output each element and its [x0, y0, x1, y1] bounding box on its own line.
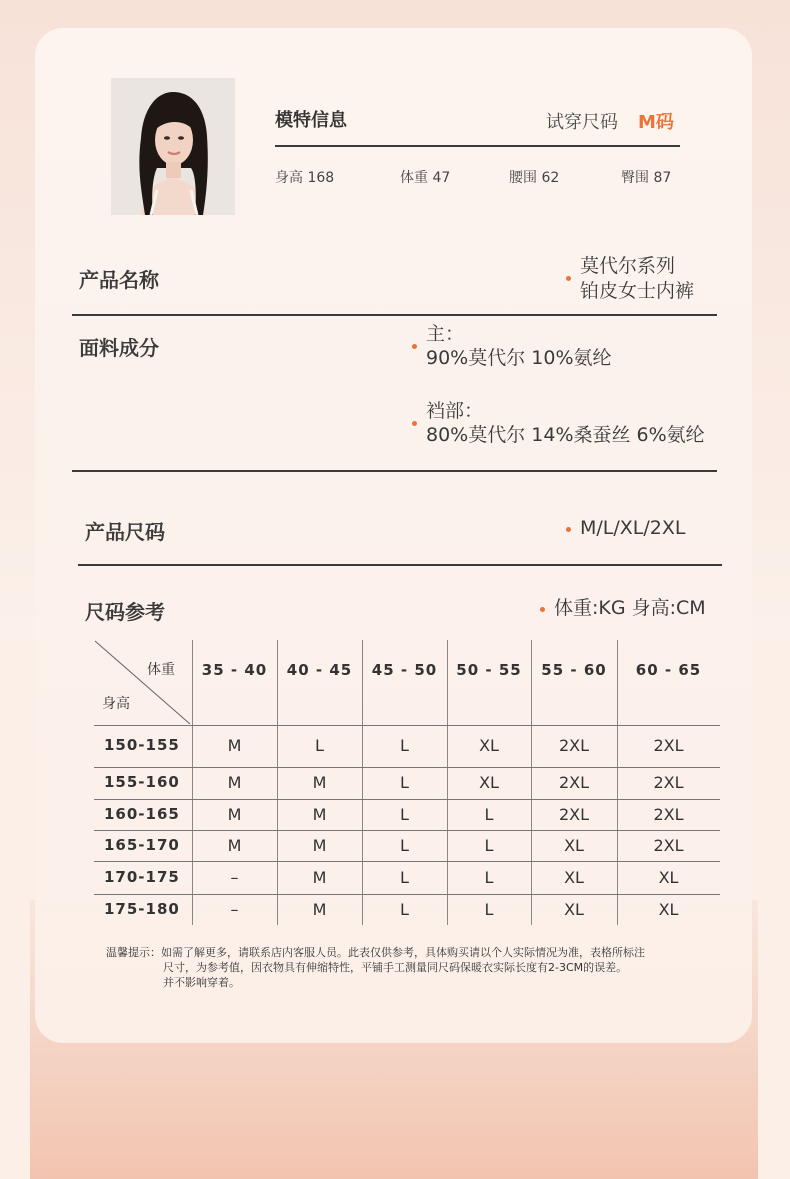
tip-line1: 温馨提示：如需了解更多，请联系店内客服人员。此表仅供参考，具体购买请以个人实际情况为准，表格所标注 — [106, 946, 645, 959]
model-info-title: 模特信息 — [275, 110, 347, 131]
size-cell: L — [400, 805, 409, 824]
height-range-label: 165-170 — [104, 836, 180, 854]
product-name-label: 产品名称 — [79, 268, 159, 292]
model-height: 身高 168 — [275, 170, 335, 186]
size-cell: L — [484, 900, 494, 919]
weight-range-header: 60 - 65 — [635, 661, 702, 679]
size-cell: M — [227, 805, 242, 824]
bullet-dot-icon — [412, 421, 417, 426]
height-range-label: 155-160 — [104, 773, 180, 791]
size-cell: L — [400, 736, 409, 755]
size-cell: 2XL — [653, 836, 684, 855]
size-cell: M — [312, 805, 327, 824]
size-cell: 2XL — [558, 773, 590, 792]
size-cell: M — [312, 836, 327, 855]
fabric-main-value: 90%莫代尔 10%氨纶 — [426, 347, 612, 369]
size-cell: L — [400, 773, 409, 792]
section-divider — [72, 314, 717, 316]
fabric-crotch-value: 80%莫代尔 14%桑蚕丝 6%氨纶 — [426, 424, 705, 446]
size-cell: M — [227, 736, 242, 755]
bullet-dot-icon — [540, 607, 545, 612]
size-cell: L — [484, 805, 494, 824]
size-cell: XL — [658, 900, 679, 919]
product-size-value: M/L/XL/2XL — [580, 517, 686, 539]
model-hip: 臀围 87 — [621, 170, 672, 186]
table-row-line — [94, 799, 720, 800]
model-weight: 体重 47 — [400, 170, 451, 186]
height-range-label: 175-180 — [104, 900, 180, 918]
model-divider — [275, 145, 680, 147]
size-reference-units: 体重:KG 身高:CM — [554, 597, 706, 619]
size-cell: M — [312, 773, 327, 792]
table-row-line — [94, 767, 720, 768]
size-cell: 2XL — [653, 773, 684, 792]
fabric-crotch-label: 裆部： — [426, 400, 484, 422]
size-cell: 2XL — [653, 805, 684, 824]
height-range-label: 150-155 — [104, 736, 180, 754]
size-cell: L — [400, 900, 409, 919]
weight-range-header: 50 - 55 — [456, 661, 522, 679]
size-cell: XL — [658, 868, 679, 887]
model-waist: 腰围 62 — [509, 170, 560, 186]
size-cell: L — [400, 836, 409, 855]
section-divider — [72, 470, 717, 472]
product-name-line2: 铂皮女士内裤 — [580, 280, 695, 302]
size-cell: L — [400, 868, 409, 887]
size-cell: L — [315, 736, 324, 755]
tryon-size-label: 试穿尺码 — [546, 112, 618, 133]
table-row-line — [94, 725, 720, 726]
size-cell: M — [227, 836, 242, 855]
size-cell: XL — [564, 868, 584, 887]
size-cell: L — [484, 836, 494, 855]
table-row-line — [94, 894, 720, 895]
section-divider — [78, 564, 722, 566]
size-cell: – — [230, 900, 239, 919]
size-cell: M — [312, 868, 327, 887]
model-photo — [111, 78, 235, 215]
weight-range-header: 45 - 50 — [371, 661, 438, 679]
product-name-line1: 莫代尔系列 — [580, 255, 676, 277]
table-corner-diagonal — [94, 640, 192, 726]
bullet-dot-icon — [566, 276, 571, 281]
size-cell: 2XL — [653, 736, 684, 755]
model-portrait-image — [111, 78, 235, 215]
bullet-dot-icon — [412, 344, 417, 349]
table-row-line — [94, 861, 720, 862]
size-cell: 2XL — [558, 736, 590, 755]
fabric-label: 面料成分 — [79, 336, 159, 360]
weight-range-header: 35 - 40 — [201, 661, 268, 679]
tip-line2: 尺寸，为参考值，因衣物具有伸缩特性，平铺手工测量同尺码保暖衣实际长度有2-3CM的误差。 — [163, 961, 628, 974]
tip-line3: 并不影响穿着。 — [163, 976, 240, 989]
weight-range-header: 55 - 60 — [541, 661, 607, 679]
size-cell: 2XL — [558, 805, 590, 824]
weight-range-header: 40 - 45 — [286, 661, 353, 679]
tryon-size-value: M码 — [638, 112, 674, 133]
size-reference-label: 尺码参考 — [85, 600, 165, 624]
bullet-dot-icon — [566, 527, 571, 532]
size-cell: – — [230, 868, 239, 887]
size-cell: M — [312, 900, 327, 919]
size-cell: L — [484, 868, 494, 887]
height-range-label: 170-175 — [104, 868, 180, 886]
size-cell: XL — [564, 900, 584, 919]
product-size-label: 产品尺码 — [85, 520, 165, 544]
table-row-line — [94, 830, 720, 831]
size-cell: XL — [564, 836, 584, 855]
size-cell: M — [227, 773, 242, 792]
size-cell: XL — [479, 773, 499, 792]
height-range-label: 160-165 — [104, 805, 180, 823]
size-cell: XL — [479, 736, 499, 755]
corner-weight-label: 体重 — [147, 662, 175, 678]
fabric-main-label: 主： — [426, 323, 465, 345]
corner-height-label: 身高 — [102, 696, 130, 712]
